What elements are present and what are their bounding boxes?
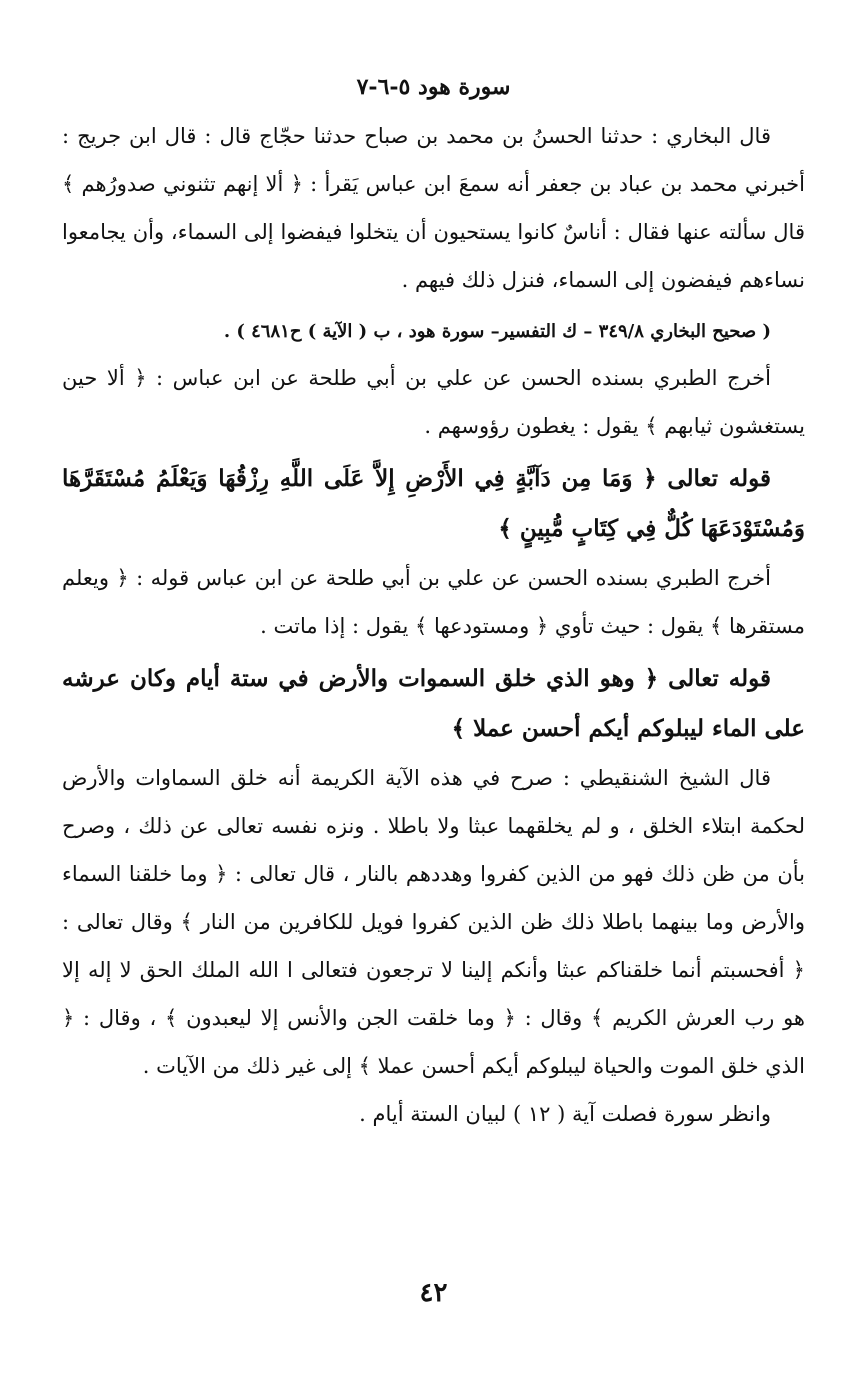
paragraph-cross-reference: وانظر سورة فصلت آية ( ١٢ ) لبيان الستة أيام . <box>359 1102 771 1126</box>
paragraph-shanqiti-commentary: قال الشيخ الشنقيطي : صرح في هذه الآية الكريمة أنه خلق السماوات والأرض لحكمة ابتلاء الخلق ، و لم يخلقهما عبثا ولا باطلا . ونزه نفسه تعالى عن ذلك ، وصرح بأن من ظن ذلك فهو من الذين كفروا وهددهم بالنار ، قال تعالى : ﴿ وما خلقنا السماء والأرض وما بينهما باطلا ذلك ظن الذين كفروا فويل للكافرين من النار ﴾ وقال تعالى : ﴿ أفحسبتم أنما خلقناكم عبثا وأنكم إلينا لا ترجعون فتعالى ا الله الملك الحق لا إله إلا هو رب العرش الكريم ﴾ وقال : ﴿ وما خلقت الجن والأنس إلا ليعبدون ﴾ ، وقال : ﴿ الذي خلق الموت والحياة ليبلوكم أيكم أحسن عملا ﴾ إلى غير ذلك من الآيات . <box>62 766 805 1078</box>
running-header: سورة هود ٥-٦-٧ <box>356 74 511 100</box>
page-number: ٤٢ <box>419 1278 448 1308</box>
paragraph-bukhari-narration: قال البخاري : حدثنا الحسنُ بن محمد بن صباح حدثنا حجّاج قال : قال ابن جريج : أخبرني محمد بن عباد بن جعفر أنه سمعَ ابن عباس يَقرأ : ﴿ ألا إنهم تثنوني صدورُهم ﴾ قال سألته عنها فقال : أناسٌ كانوا يستحيون أن يتخلوا فيفضوا إلى السماء، وأن يجامعوا نساءهم فيفضون إلى السماء، فنزل ذلك فيهم . <box>62 124 805 292</box>
verse-heading-1: قوله تعالى ﴿ وَمَا مِن دَآبَّةٍ فِي الأَرْضِ إِلاَّ عَلَى اللَّهِ رِزْقُهَا وَيَعْلَمُ مُسْتَقَرَّهَا وَمُسْتَوْدَعَهَا كُلٌّ فِي كِتَابٍ مُّبِينٍ ﴾ <box>62 465 805 542</box>
verse-heading-2: قوله تعالى ﴿ وهو الذي خلق السموات والأرض في ستة أيام وكان عرشه على الماء ليبلوكم أيكم أحسن عملا ﴾ <box>62 665 805 742</box>
paragraph-tabari-narration-1: أخرج الطبري بسنده الحسن عن علي بن أبي طلحة عن ابن عباس : ﴿ ألا حين يستغشون ثيابهم ﴾ يقول : يغطون رؤوسهم . <box>62 366 805 438</box>
paragraph-tabari-narration-2: أخرج الطبري بسنده الحسن عن علي بن أبي طلحة عن ابن عباس قوله : ﴿ ويعلم مستقرها ﴾ يقول : حيث تأوي ﴿ ومستودعها ﴾ يقول : إذا ماتت . <box>62 566 805 638</box>
hadith-reference: ( صحيح البخاري ٣٤٩/٨ – ك التفسير– سورة هود ، ب ( الآية ) ح٤٦٨١ ) . <box>223 321 771 342</box>
page-body <box>62 112 805 1138</box>
